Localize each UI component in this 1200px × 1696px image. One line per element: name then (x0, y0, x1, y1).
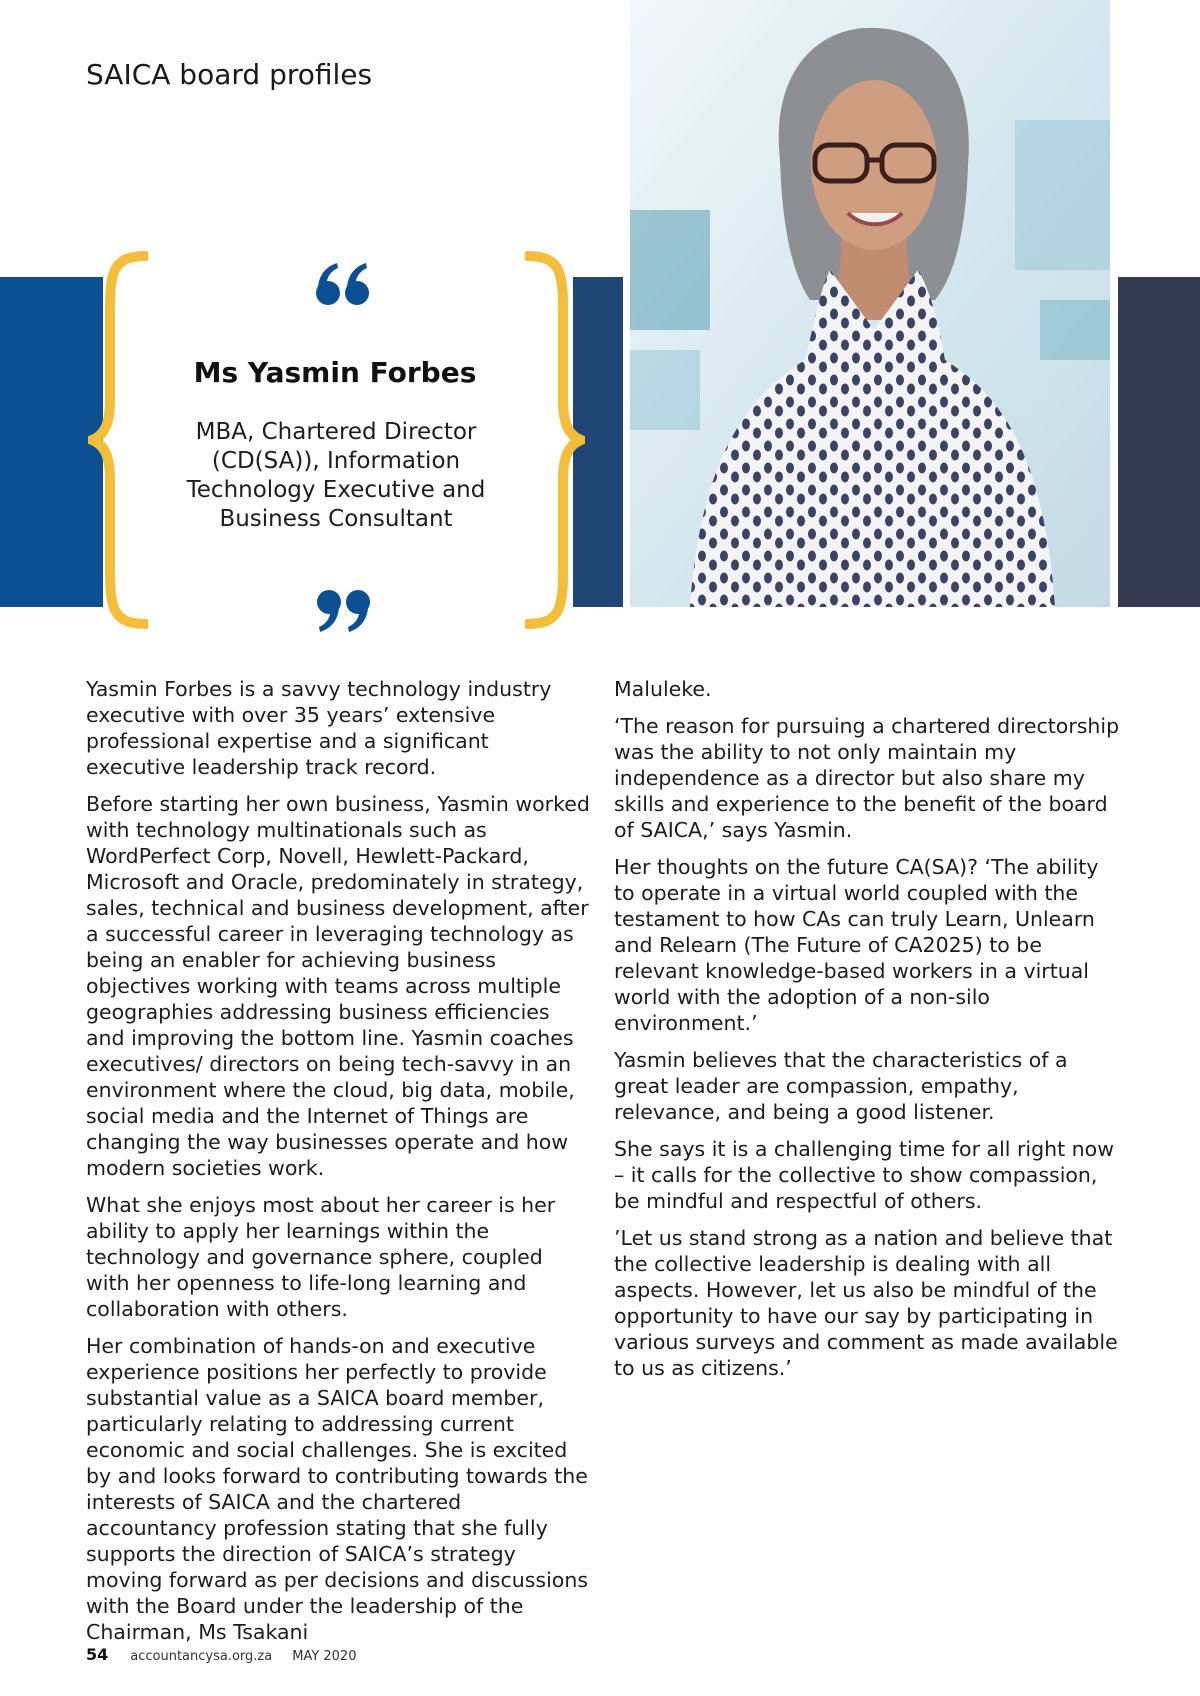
portrait-photo (630, 0, 1110, 607)
profile-name: Ms Yasmin Forbes (193, 356, 477, 389)
page-footer (86, 1645, 356, 1664)
article-left-column (86, 676, 591, 1656)
open-quote-icon (313, 260, 373, 308)
close-quote-icon (313, 587, 373, 635)
footer-website: accountancysa.org.za (130, 1649, 273, 1664)
profile-title: MBA, Chartered Director (CD(SA)), Information Technology Executive and Business Consultant (186, 419, 486, 532)
paragraph: Before starting her own business, Yasmin worked with technology multinationals such as WordPerfect Corp, Novell, Hewlett-Packard, Microsoft and Oracle, predominately in strategy, sales, technical and business development, after a successful career in leveraging technology as being an enabler for achieving business objectives working with teams across multiple geographies addressing business efficiencies and improving the bottom line. Yasmin coaches executives/ directors on being tech-savvy in an environment where the cloud, big data, mobile, social media and the Internet of Things are changing the way businesses operate and how modern societies work. (86, 792, 590, 1180)
paragraph: Her combination of hands-on and executive experience positions her perfectly to provide substantial value as a SAICA board member, particularly relating to addressing current economic and social challenges. She is excited by and looks forward to contributing towards the interests of SAICA and the chartered accountancy profession stating that she fully supports the direction of SAICA’s strategy moving forward as per decisions and discussions with the Board under the leadership of the Chairman, Ms Tsakani (86, 1334, 589, 1644)
paragraph: Yasmin Forbes is a savvy technology industry executive with over 35 years’ extensive professional expertise and a significant executive leadership track record. (86, 677, 552, 779)
paragraph: Yasmin believes that the characteristics of a great leader are compassion, empathy, relevance, and being a good listener. (614, 1048, 1068, 1124)
accent-band-right (1118, 277, 1200, 607)
paragraph: Her thoughts on the future CA(SA)? ‘The ability to operate in a virtual world coupled with the testament to how CAs can truly Learn, Unlearn and Relearn (The Future of CA2025) to be relevant knowledge-based workers in a virtual world with the adoption of a non-silo environment.’ (614, 855, 1099, 1035)
paragraph: Maluleke. (614, 677, 712, 701)
page-number: 54 (86, 1645, 109, 1664)
article-right-column (614, 676, 1124, 1392)
paragraph: What she enjoys most about her career is her ability to apply her learnings within the technology and governance sphere, coupled with her openness to life-long learning and collaboration with others. (86, 1193, 556, 1321)
section-title: SAICA board profiles (86, 58, 373, 91)
footer-issue-date: MAY 2020 (292, 1649, 357, 1664)
right-brace-icon (525, 250, 585, 630)
paragraph: ’Let us stand strong as a nation and believe that the collective leadership is dealing with all aspects. However, let us also be mindful of the opportunity to have our say by participating in various surveys and comment as made available to us as citizens.’ (614, 1226, 1118, 1380)
paragraph: ‘The reason for pursuing a chartered directorship was the ability to not only maintain my independence as a director but also share my skills and experience to the benefit of the board of SAICA,’ says Yasmin. (614, 714, 1120, 842)
paragraph: She says it is a challenging time for all right now – it calls for the collective to show compassion, be mindful and respectful of others. (614, 1137, 1114, 1213)
left-brace-icon (88, 250, 148, 630)
